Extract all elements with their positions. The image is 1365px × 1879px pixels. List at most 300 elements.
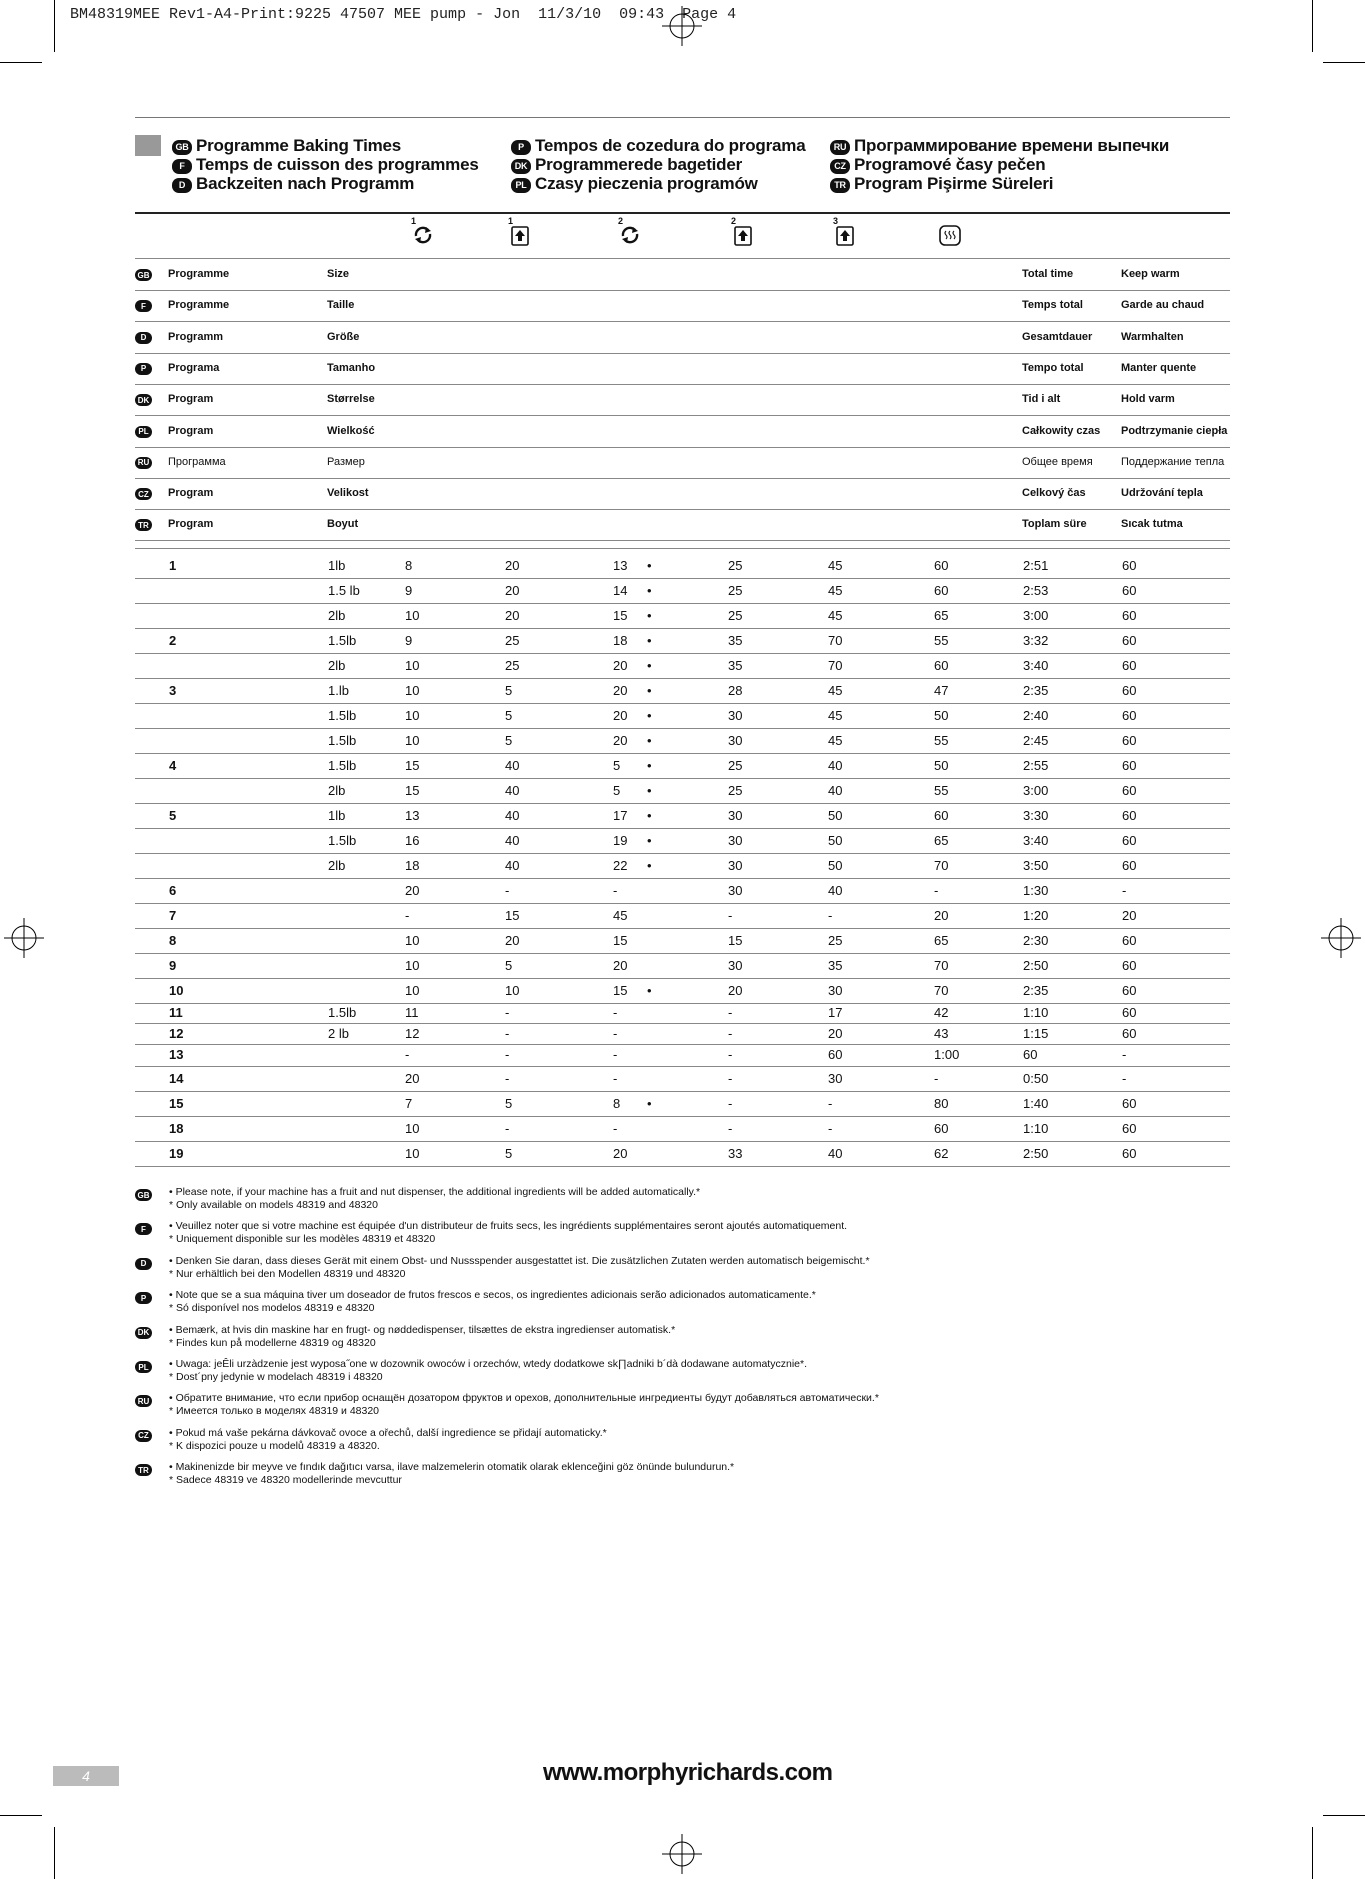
cell-keep: 60: [1122, 957, 1137, 973]
cell-c1: 18: [405, 857, 420, 873]
cell-c3: 14: [613, 582, 628, 598]
cell-c1: 9: [405, 582, 413, 598]
note-text: • Please note, if your machine has a fruit and nut dispenser, the additional ingredients will be added automatically.*: [169, 1186, 701, 1198]
cell-prog: 6: [169, 882, 177, 898]
note-footnote: * Nur erhältlich bei den Modellen 48319 und 48320: [169, 1267, 406, 1280]
title-column: [511, 136, 805, 193]
cell-prog: 15: [169, 1095, 184, 1111]
cell-c6: 50: [934, 707, 949, 723]
header-keep: Sıcak tutma: [1121, 518, 1183, 531]
title-text: Программирование времени выпечки: [854, 136, 1170, 155]
cell-size: 2lb: [328, 857, 346, 873]
cell-c5: 17: [828, 1005, 843, 1020]
cell-c1: 10: [405, 932, 420, 948]
header-size: Velikost: [327, 487, 369, 500]
crop-mark: [1323, 62, 1365, 63]
header-size: Размер: [327, 455, 365, 468]
table-top-rule: [135, 212, 1230, 214]
cell-prog: 1: [169, 557, 177, 573]
cell-c6: 55: [934, 732, 949, 748]
cell-c4: 33: [728, 1145, 743, 1161]
top-rule: [135, 117, 1230, 118]
note-text: • Bemærk, at hvis din maskine har en frugt- og nøddedispenser, tilsættes de ekstra ingredienser automatisk.*: [169, 1323, 676, 1336]
dispenser-dot: •: [647, 607, 652, 623]
header-row-cz: [135, 478, 1230, 510]
lang-badge: CZ: [135, 1430, 152, 1442]
header-size: Boyut: [327, 518, 359, 531]
cell-c3: -: [613, 1005, 618, 1020]
cell-c1: 20: [405, 1070, 420, 1086]
cell-c5: 50: [828, 832, 843, 848]
cell-total: 2:55: [1023, 757, 1049, 773]
cell-c2: -: [505, 1047, 510, 1062]
cell-c2: 5: [505, 682, 513, 698]
cell-c2: 20: [505, 582, 520, 598]
stage-number: 2: [618, 216, 624, 226]
lang-badge: F: [172, 159, 192, 174]
cell-c1: 10: [405, 607, 420, 623]
cell-size: 1.5lb: [328, 707, 357, 723]
stage-number: 1: [411, 216, 417, 226]
registration-mark-icon: [1321, 918, 1361, 958]
cell-c4: -: [728, 1120, 733, 1136]
title-text: Temps de cuisson des programmes: [196, 155, 479, 174]
title-text: Program Pişirme Süreleri: [854, 174, 1054, 193]
lang-badge: P: [511, 140, 531, 155]
cell-c6: 62: [934, 1145, 949, 1161]
title-f: [172, 155, 479, 174]
header-total: Tempo total: [1022, 361, 1084, 374]
header-keep: Hold varm: [1121, 393, 1175, 406]
cell-c1: 10: [405, 1120, 420, 1136]
header-row-gb: [135, 259, 1230, 291]
dispenser-dot: •: [647, 982, 652, 998]
header-keep: Поддержание тепла: [1121, 455, 1225, 468]
cell-size: 1.5lb: [328, 732, 357, 748]
cell-c6: 20: [934, 907, 949, 923]
cell-c3: 20: [613, 957, 628, 973]
cell-total: 0:50: [1023, 1070, 1049, 1086]
cell-size: 1.5lb: [328, 632, 357, 648]
cell-c5: 50: [828, 807, 843, 823]
cell-c2: 15: [505, 907, 520, 923]
cell-c3: 22: [613, 857, 628, 873]
cell-c5: 70: [828, 657, 843, 673]
cell-prog: 9: [169, 957, 177, 973]
header-total: Tid i alt: [1022, 393, 1061, 406]
note-footnote: * Findes kun på modellerne 48319 og 48320: [169, 1336, 376, 1349]
cell-total: 3:40: [1023, 657, 1049, 673]
cell-c2: -: [505, 1120, 510, 1136]
cell-c3: 15: [613, 982, 628, 998]
cell-prog: 4: [169, 757, 177, 773]
dispenser-dot: •: [647, 707, 652, 723]
cell-c6: 65: [934, 932, 949, 948]
cell-c4: 20: [728, 982, 743, 998]
lang-badge: P: [135, 363, 152, 375]
dispenser-dot: •: [647, 682, 652, 698]
title-p: [511, 136, 805, 155]
lang-badge: CZ: [135, 488, 152, 500]
cell-keep: -: [1122, 882, 1127, 898]
note-footnote: * Sadece 48319 ve 48320 modellerinde mevcuttur: [169, 1474, 402, 1487]
cell-total: 2:51: [1023, 557, 1049, 573]
cell-c1: 9: [405, 632, 413, 648]
cell-c2: 5: [505, 1145, 513, 1161]
cell-c4: -: [728, 1025, 733, 1041]
cell-c5: 45: [828, 607, 843, 623]
cell-total: 1:10: [1023, 1120, 1049, 1136]
header-keep: Udržování tepla: [1121, 487, 1203, 500]
cell-c4: 28: [728, 682, 743, 698]
cell-c5: 45: [828, 682, 843, 698]
stage-number: 1: [508, 216, 514, 226]
cell-c6: 70: [934, 957, 949, 973]
note-footnote: * K dispozici pouze u modelů 48319 a 48320.: [169, 1439, 380, 1452]
lang-badge: DK: [135, 1327, 152, 1339]
cell-c5: 25: [828, 932, 843, 948]
title-text: Backzeiten nach Programm: [196, 174, 415, 193]
cell-total: 3:30: [1023, 807, 1049, 823]
cell-c6: 70: [934, 982, 949, 998]
cell-keep: 60: [1122, 1145, 1137, 1161]
cell-keep: 60: [1122, 832, 1137, 848]
cell-keep: 60: [1122, 932, 1137, 948]
header-programme: Program: [168, 487, 214, 500]
table-body-rule: [135, 548, 1230, 549]
cell-keep: 60: [1122, 707, 1137, 723]
cell-c3: 18: [613, 632, 628, 648]
cell-total: 2:30: [1023, 932, 1049, 948]
cell-c6: 55: [934, 632, 949, 648]
cell-c4: -: [728, 1070, 733, 1086]
cell-c5: 40: [828, 882, 843, 898]
title-text: Programme Baking Times: [196, 136, 402, 155]
cell-size: 1.5 lb: [328, 582, 360, 598]
lang-badge: P: [135, 1292, 152, 1304]
note-text: • Veuillez noter que si votre machine est équipée d'un distributeur de fruits secs, les ingrédients supplémentaires seront ajoutés automatiquement.: [169, 1220, 848, 1233]
cell-c1: 11: [405, 1005, 419, 1020]
lang-badge: TR: [135, 1464, 152, 1476]
header-row-ru: [135, 447, 1230, 479]
title-cz: [830, 155, 1169, 174]
title-gb: [172, 136, 479, 155]
table-row: [135, 1023, 1230, 1045]
cell-keep: 60: [1122, 1005, 1137, 1020]
cell-c2: -: [505, 1025, 510, 1041]
cell-c4: 25: [728, 782, 743, 798]
header-keep: Warmhalten: [1121, 330, 1184, 343]
title-pl: [511, 174, 805, 193]
cell-c1: 7: [405, 1095, 413, 1111]
table-row: [135, 778, 1230, 804]
header-size: Størrelse: [327, 393, 375, 406]
cell-c1: 12: [405, 1025, 420, 1041]
cell-total: 2:35: [1023, 682, 1049, 698]
lang-badge: RU: [830, 140, 850, 155]
cell-total: 1:10: [1023, 1005, 1049, 1020]
cell-keep: -: [1122, 1070, 1127, 1086]
cell-c6: 55: [934, 782, 949, 798]
header-row-p: [135, 353, 1230, 385]
cell-prog: 18: [169, 1120, 184, 1136]
header-size: Size: [327, 268, 350, 280]
header-size: Wielkość: [327, 424, 375, 437]
cell-keep: 60: [1122, 557, 1137, 573]
stage-number: 3: [833, 216, 839, 226]
header-keep: Manter quente: [1121, 361, 1197, 374]
crop-mark: [54, 0, 55, 52]
crop-mark: [0, 62, 42, 63]
title-tr: [830, 174, 1169, 193]
cell-c2: 5: [505, 707, 513, 723]
table-row: [135, 1116, 1230, 1142]
cell-c1: -: [405, 907, 410, 923]
stage-number: 2: [731, 216, 737, 226]
note-footnote: * Only available on models 48319 and 48320: [169, 1199, 378, 1211]
cell-c6: 80: [934, 1095, 949, 1111]
cell-c5: 70: [828, 632, 843, 648]
table-row: [135, 628, 1230, 654]
title-column: [830, 136, 1169, 193]
cell-size: 2lb: [328, 782, 346, 798]
cell-keep: 60: [1122, 982, 1137, 998]
header-size: Tamanho: [327, 361, 376, 374]
print-header: BM48319MEE Rev1-A4-Print:9225 47507 MEE pump - Jon 11/3/10 09:43 Page 4: [70, 6, 737, 23]
cell-c3: 5: [613, 782, 621, 798]
cell-total: 1:30: [1023, 882, 1049, 898]
dispenser-dot: •: [647, 657, 652, 673]
table-row: [135, 578, 1230, 604]
cell-c2: 20: [505, 557, 520, 573]
lang-badge: PL: [511, 178, 531, 193]
cell-c3: 8: [613, 1095, 621, 1111]
header-programme: Program: [168, 424, 214, 437]
cell-c3: 19: [613, 832, 628, 848]
cell-keep: 60: [1122, 1025, 1137, 1041]
cell-total: 2:53: [1023, 582, 1049, 598]
cell-keep: 60: [1122, 757, 1137, 773]
cell-total: 1:40: [1023, 1095, 1049, 1111]
cell-prog: 10: [169, 982, 184, 998]
table-row: [135, 1044, 1230, 1067]
header-keep: Garde au chaud: [1121, 299, 1205, 312]
cell-c1: 15: [405, 782, 420, 798]
cell-c6: 60: [934, 807, 949, 823]
cell-c3: 20: [613, 1145, 628, 1161]
cell-keep: 60: [1122, 807, 1137, 823]
cell-c2: -: [505, 1005, 510, 1020]
cell-c2: 20: [505, 607, 520, 623]
table-row: [135, 753, 1230, 779]
cell-c4: 15: [728, 932, 743, 948]
cell-c4: 30: [728, 882, 743, 898]
header-row-d: [135, 322, 1230, 354]
lang-badge: D: [135, 1258, 152, 1270]
table-row: [135, 678, 1230, 704]
cell-c4: -: [728, 1005, 733, 1020]
note-text: • Makinenizde bir meyve ve fındık dağıtıcı varsa, ilave malzemelerin otomatik olarak eklenceğini göz önünde bulundurun.*: [169, 1461, 735, 1474]
cell-c5: 45: [828, 557, 843, 573]
cell-c2: 20: [505, 932, 520, 948]
lang-badge: CZ: [830, 159, 850, 174]
page-number: 4: [53, 1766, 119, 1786]
table-row: [135, 903, 1230, 929]
cell-c1: 13: [405, 807, 420, 823]
cell-total: 2:45: [1023, 732, 1049, 748]
cell-c5: 20: [828, 1025, 843, 1041]
dispenser-dot: •: [647, 857, 652, 873]
title-text: Czasy pieczenia programów: [535, 174, 758, 193]
cell-c4: 25: [728, 757, 743, 773]
cell-c5: 35: [828, 957, 843, 973]
bake-icon: [937, 222, 963, 248]
cell-c4: 25: [728, 557, 743, 573]
cell-prog: 2: [169, 632, 177, 648]
cell-total: 3:00: [1023, 607, 1049, 623]
cell-c6: 65: [934, 607, 949, 623]
cell-c2: 40: [505, 807, 520, 823]
lang-badge: TR: [830, 178, 850, 193]
cell-c5: 30: [828, 1070, 843, 1086]
title-text: Programmerede bagetider: [535, 155, 743, 174]
lang-badge: GB: [135, 1189, 152, 1201]
cell-c6: -: [934, 1070, 939, 1086]
cell-c6: 60: [934, 557, 949, 573]
cell-prog: 13: [169, 1047, 184, 1062]
registration-mark-icon: [4, 918, 44, 958]
cell-c5: 50: [828, 857, 843, 873]
dispenser-dot: •: [647, 757, 652, 773]
crop-mark: [0, 1815, 42, 1816]
cell-c3: 5: [613, 757, 621, 773]
note-footnote: * Имеется только в моделях 48319 и 48320: [169, 1405, 380, 1418]
cell-c6: 42: [934, 1005, 949, 1020]
table-row: [135, 803, 1230, 829]
cell-total: 2:50: [1023, 1145, 1049, 1161]
title-ru: [830, 136, 1169, 155]
cell-c2: 5: [505, 1095, 513, 1111]
cell-prog: 8: [169, 932, 177, 948]
cell-c5: 45: [828, 732, 843, 748]
table-row: [135, 603, 1230, 629]
cell-c2: 25: [505, 657, 520, 673]
lang-badge: GB: [135, 269, 152, 281]
cell-c5: -: [828, 1120, 833, 1136]
crop-mark: [1312, 1827, 1313, 1879]
cell-c1: 16: [405, 832, 420, 848]
cell-c5: 60: [828, 1047, 843, 1062]
cell-total: 1:15: [1023, 1025, 1049, 1041]
table-row: [135, 878, 1230, 904]
cell-c5: -: [828, 1095, 833, 1111]
header-row-f: [135, 290, 1230, 322]
cell-c4: 25: [728, 607, 743, 623]
cell-keep: 60: [1122, 657, 1137, 673]
cell-c4: -: [728, 1095, 733, 1111]
cell-size: 1lb: [328, 557, 346, 573]
lang-badge: F: [135, 1223, 152, 1235]
cell-size: 2 lb: [328, 1025, 349, 1041]
table-row: [135, 653, 1230, 679]
cell-c4: 30: [728, 857, 743, 873]
note-footnote: * Uniquement disponible sur les modèles 48319 et 48320: [169, 1233, 436, 1246]
header-keep: Keep warm: [1121, 268, 1180, 280]
lang-badge: PL: [135, 1361, 152, 1373]
cell-c2: -: [505, 1070, 510, 1086]
cell-total: 2:50: [1023, 957, 1049, 973]
cell-c2: 40: [505, 782, 520, 798]
cell-total: 3:00: [1023, 782, 1049, 798]
note-text: • Uwaga: jeÊli urzàdzenie jest wyposa˝one w dozownik owoców i orzechów, wtedy dodatkowe sk∏adniki b´dà dodawane automatycznie*.: [169, 1358, 807, 1370]
cell-c5: 45: [828, 582, 843, 598]
cell-c5: 40: [828, 757, 843, 773]
lang-badge: RU: [135, 1395, 152, 1407]
cell-prog: 3: [169, 682, 177, 698]
cell-c1: 8: [405, 557, 413, 573]
cell-keep: 60: [1122, 857, 1137, 873]
cell-c3: 15: [613, 607, 628, 623]
cell-c1: 20: [405, 882, 420, 898]
lang-badge: D: [172, 178, 192, 193]
header-row-dk: [135, 384, 1230, 416]
cell-c5: -: [828, 907, 833, 923]
dispenser-dot: •: [647, 632, 652, 648]
cell-total: 3:50: [1023, 857, 1049, 873]
cell-total: 3:32: [1023, 632, 1049, 648]
lang-badge: D: [135, 332, 152, 344]
crop-mark: [1323, 1815, 1365, 1816]
lang-badge: GB: [172, 140, 192, 155]
cell-c3: 20: [613, 682, 628, 698]
cell-c1: -: [405, 1047, 410, 1062]
cell-c2: -: [505, 882, 510, 898]
lang-badge: F: [135, 300, 152, 312]
cell-total: 2:40: [1023, 707, 1049, 723]
title-d: [172, 174, 479, 193]
cell-c1: 15: [405, 757, 420, 773]
header-programme: Programa: [168, 361, 220, 374]
cell-total: 1:20: [1023, 907, 1049, 923]
table-row: [135, 703, 1230, 729]
title-text: Programové časy pečen: [854, 155, 1046, 174]
cell-c5: 30: [828, 982, 843, 998]
cell-c3: -: [613, 1120, 618, 1136]
table-row: [135, 728, 1230, 754]
cell-size: 1.5lb: [328, 1005, 357, 1020]
cell-size: 1.5lb: [328, 757, 357, 773]
table-row: [135, 953, 1230, 979]
cell-keep: 60: [1122, 607, 1137, 623]
cell-c4: 30: [728, 707, 743, 723]
title-dk: [511, 155, 805, 174]
cell-c3: -: [613, 1070, 618, 1086]
registration-mark-icon: [662, 6, 702, 46]
cell-total: 2:35: [1023, 982, 1049, 998]
cell-size: 1.5lb: [328, 832, 357, 848]
header-total: Gesamtdauer: [1022, 330, 1093, 343]
header-size: Größe: [327, 330, 360, 343]
cell-size: 1.lb: [328, 682, 349, 698]
note-text: • Pokud má vaše pekárna dávkovač ovoce a ořechů, další ingredience se přidají automaticky.*: [169, 1426, 607, 1439]
cell-c2: 25: [505, 632, 520, 648]
title-text: Tempos de cozedura do programa: [535, 136, 806, 155]
cell-c6: 60: [934, 1120, 949, 1136]
table-row: [135, 553, 1230, 579]
table-row: [135, 928, 1230, 954]
note-text: • Обратите внимание, что если прибор оснащён дозатором фруктов и орехов, дополнительные ингредиенты будут добавляться автоматически.*: [169, 1392, 879, 1405]
title-column: [172, 136, 479, 193]
